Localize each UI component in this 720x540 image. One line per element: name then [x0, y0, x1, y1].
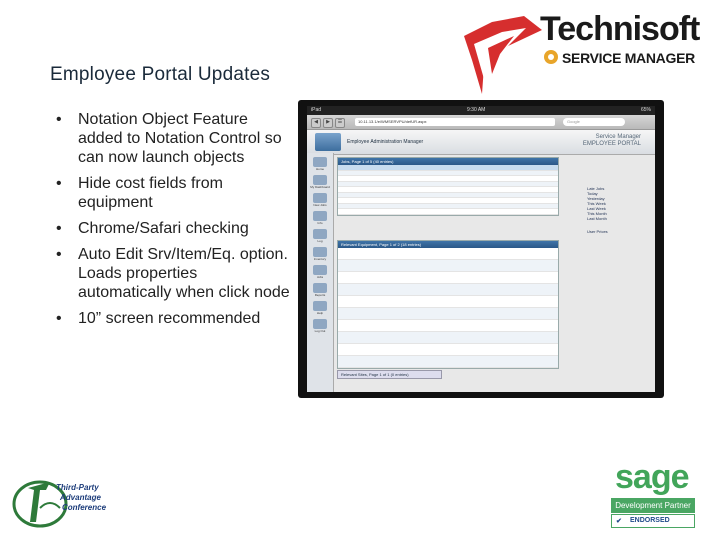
sidebar-item-log[interactable]	[313, 229, 327, 239]
logo-subtitle: SERVICE MANAGER	[562, 50, 695, 66]
table-row[interactable]	[338, 209, 558, 215]
table-row[interactable]	[338, 272, 558, 284]
svg-text:Third-Party: Third-Party	[56, 483, 99, 492]
back-icon[interactable]: ◀	[311, 118, 321, 128]
sidebar-item-logout[interactable]	[313, 319, 327, 329]
table-row[interactable]	[338, 296, 558, 308]
sidebar-item-home[interactable]	[313, 157, 327, 167]
brand-label: Service Manager EMPLOYEE PORTAL	[582, 134, 641, 147]
app-header	[307, 130, 655, 155]
table-row[interactable]	[338, 308, 558, 320]
status-bar: iPad 9:30 AM 65%	[307, 106, 655, 115]
slide-title: Employee Portal Updates	[50, 64, 271, 85]
bullet-list	[44, 110, 294, 335]
sidebar-item-new-jobs[interactable]	[313, 193, 327, 203]
filter-link[interactable]: Last Month	[587, 216, 607, 221]
filter-link[interactable]: Last Week	[587, 206, 606, 211]
filter-link[interactable]: This Month	[587, 211, 607, 216]
table-row[interactable]	[338, 332, 558, 344]
table-row[interactable]	[338, 356, 558, 368]
sidebar-item-dashboard[interactable]	[313, 175, 327, 185]
sidebar-item-inventory[interactable]	[313, 247, 327, 257]
sites-panel-header[interactable]: Relevant Sites, Page 1 of 1 (0 entries)	[337, 370, 442, 379]
sage-endorsed-label: ✔ ENDORSED	[611, 514, 695, 528]
svg-text:Advantage: Advantage	[60, 493, 101, 502]
table-row[interactable]	[338, 320, 558, 332]
sidebar-item-jobs[interactable]	[313, 265, 327, 275]
filter-link[interactable]: Late Jobs	[587, 186, 605, 191]
table-row[interactable]	[338, 344, 558, 356]
browser-toolbar	[307, 115, 655, 130]
app-sidebar: Home My Dashboard New Jobs Info Log Inventory Jobs Reports Help Log Out	[307, 153, 334, 392]
sidebar-item-reports[interactable]	[313, 283, 327, 293]
app-header-title: Employee Administration Manager	[347, 139, 424, 145]
bullet-item: • Hide cost fields from equipment	[56, 175, 223, 211]
filter-link[interactable]: User Prices	[587, 229, 608, 234]
checkmark-icon: ✔	[616, 518, 622, 525]
bullet-item: • Notation Object Feature added to Notation Control so can now launch objects	[56, 111, 282, 166]
forward-icon[interactable]: ▶	[323, 118, 333, 128]
gear-icon	[542, 48, 560, 66]
svg-text:Conference: Conference	[62, 503, 107, 512]
logo-title: Technisoft	[540, 10, 700, 48]
date-filter-links	[587, 186, 608, 234]
bullet-item: • Chrome/Safari checking	[56, 220, 249, 237]
filter-link[interactable]: Today	[587, 191, 598, 196]
table-row[interactable]	[338, 284, 558, 296]
bookmarks-icon[interactable]: ☰	[335, 118, 345, 128]
table-row[interactable]	[338, 260, 558, 272]
tablet-screenshot	[298, 100, 664, 398]
sidebar-item-help[interactable]	[313, 301, 327, 311]
filter-link[interactable]: Yesterday	[587, 196, 605, 201]
equipment-grid: Relevant Equipment, Page 1 of 2 (18 entries)	[337, 240, 559, 369]
filter-link[interactable]: This Week	[587, 201, 606, 206]
jobs-grid: Jobs, Page 1 of 5 (40 entries)	[337, 157, 559, 216]
table-row[interactable]	[338, 248, 558, 260]
tablet-screen	[307, 106, 655, 392]
bullet-item: • Auto Edit Srv/Item/Eq. option. Loads properties automatically when click node	[56, 246, 290, 301]
conference-logo-icon	[10, 468, 118, 530]
app-logo-icon	[315, 133, 341, 151]
sage-partner-badge	[611, 458, 695, 534]
sidebar-item-info[interactable]	[313, 211, 327, 221]
sage-badge-label: Development Partner	[611, 498, 695, 513]
url-input[interactable]: 10.11.13.1/e/WMSERVPU/defUR.aspx	[355, 118, 555, 126]
bullet-item: • 10” screen recommended	[56, 310, 261, 327]
search-input[interactable]: Google	[563, 118, 625, 126]
technisoft-logo-icon	[462, 14, 544, 100]
sage-logo: sage	[615, 458, 689, 496]
